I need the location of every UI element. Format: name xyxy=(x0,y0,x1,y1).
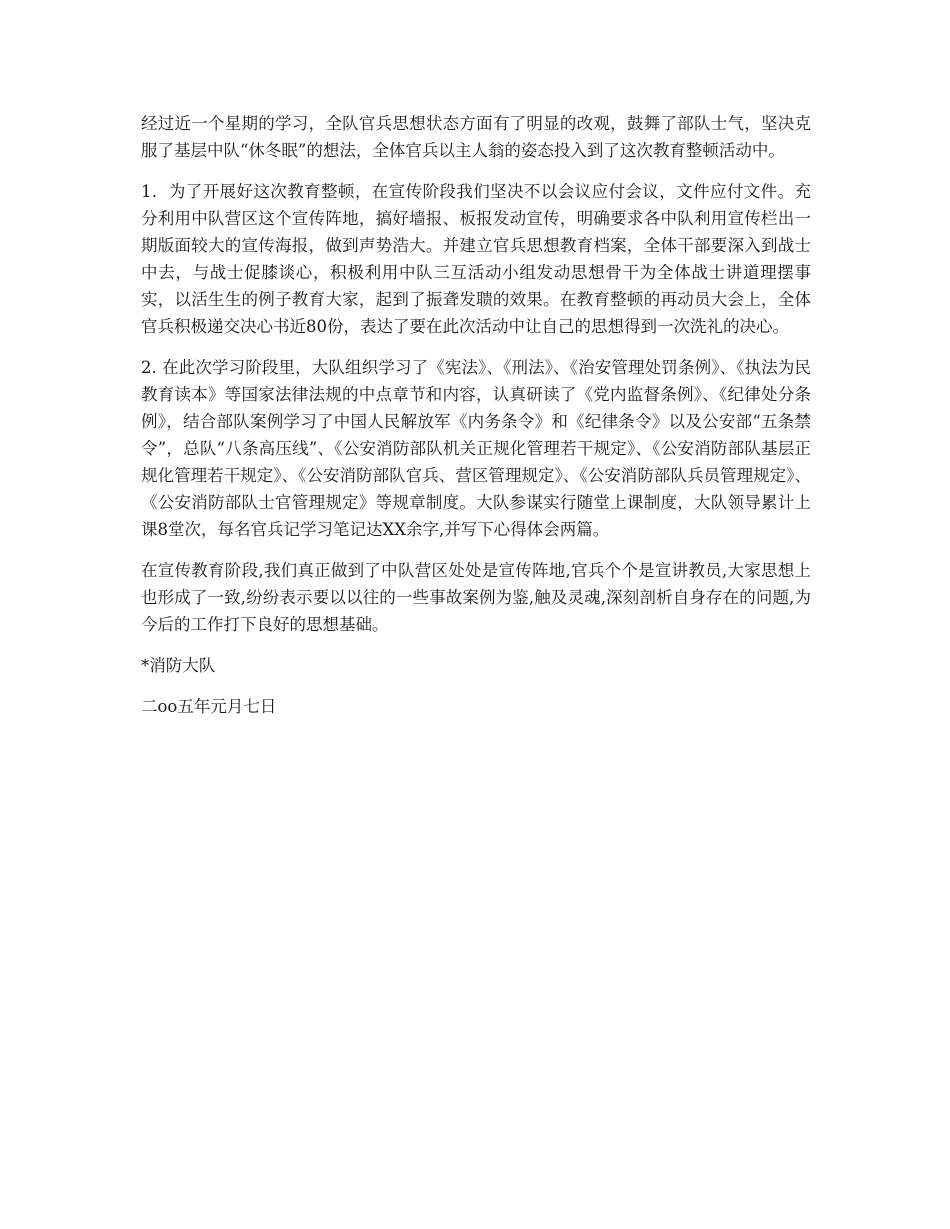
document-body xyxy=(141,110,811,734)
document-date: 二oo五年元月七日 xyxy=(141,697,277,716)
signature: *消防大队 xyxy=(141,656,216,675)
paragraph-intro: 经过近一个星期的学习，全队官兵思想状态方面有了明显的改观，鼓舞了部队士气，坚决克服了基层中队“休冬眠”的想法，全体官兵以主人翁的姿态投入到了这次教育整顿活动中。 xyxy=(141,114,811,160)
paragraph-item-2: 2. 在此次学习阶段里，大队组织学习了《宪法》、《刑法》、《治安管理处罚条例》、《执法为民教育读本》等国家法律法规的中点章节和内容，认真研读了《党内监督条例》、《纪律处分条例》，结合部队案例学习了中国人民解放军《内务条令》和《纪律条令》以及公安部“五条禁令”，总队“八条高压线”、《公安消防部队机关正规化管理若干规定》、《公安消防部队基层正规化管理若干规定》、《公安消防部队官兵、营区管理规定》、《公安消防部队兵员管理规定》、《公安消防部队士官管理规定》等规章制度。大队参谋实行随堂上课制度，大队领导累计上课8堂次，每名官兵记学习笔记达XX余字,并写下心得体会两篇。 xyxy=(141,358,811,539)
paragraph-summary: 在宣传教育阶段,我们真正做到了中队营区处处是宣传阵地,官兵个个是宣讲教员,大家思想上也形成了一致,纷纷表示要以以往的一些事故案例为鉴,触及灵魂,深刻剖析自身存在的问题,为今后的工作打下良好的思想基础。 xyxy=(141,561,811,634)
paragraph-item-1: 1．为了开展好这次教育整顿，在宣传阶段我们坚决不以会议应付会议，文件应付文件。充分利用中队营区这个宣传阵地，搞好墙报、板报发动宣传，明确要求各中队利用宣传栏出一期版面较大的宣传海报，做到声势浩大。并建立官兵思想教育档案，全体干部要深入到战士中去，与战士促膝谈心，积极利用中队三互活动小组发动思想骨干为全体战士讲道理摆事实，以活生生的例子教育大家，起到了振聋发聩的效果。在教育整顿的再动员大会上，全体官兵积极递交决心书近80份，表达了要在此次活动中让自己的思想得到一次洗礼的决心。 xyxy=(141,182,811,336)
